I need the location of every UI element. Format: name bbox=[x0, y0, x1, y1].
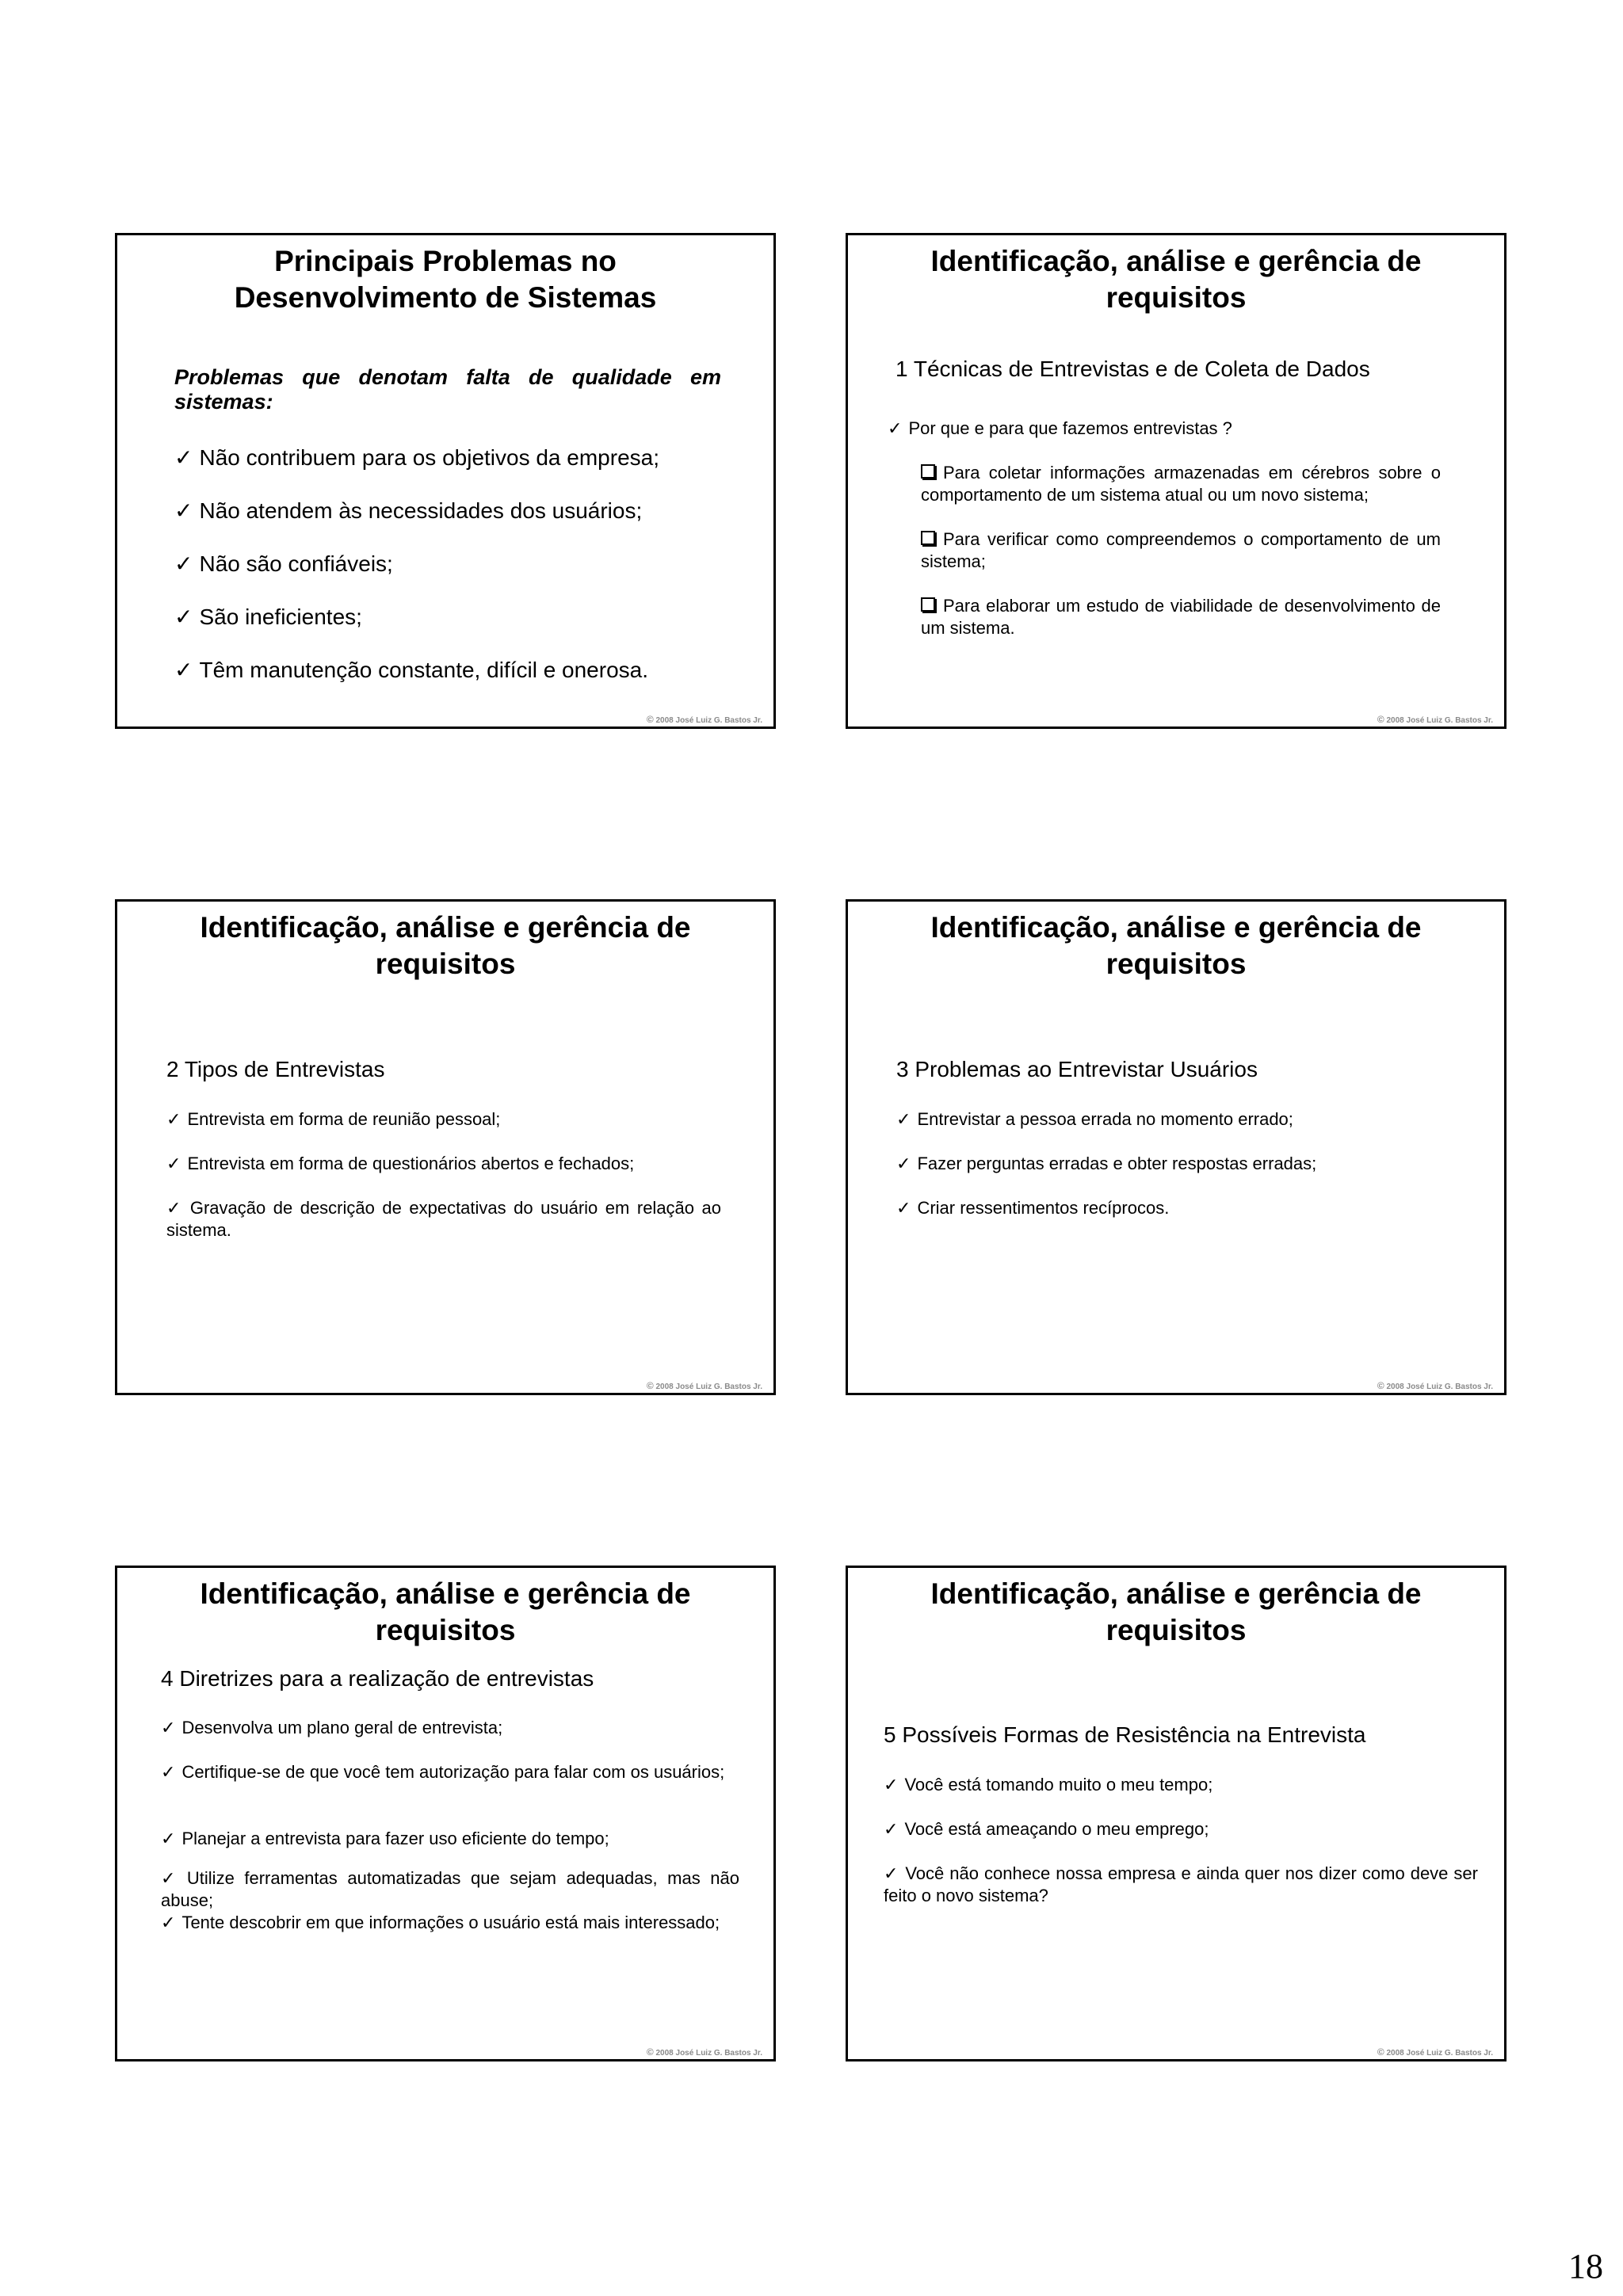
check-icon: ✓ bbox=[161, 1913, 176, 1932]
check-icon: ✓ bbox=[884, 1863, 899, 1883]
check-icon: ✓ bbox=[166, 1154, 181, 1173]
copyright-icon: © bbox=[646, 714, 654, 725]
bullet-item: ✓ Certifique-se de que você tem autorização para falar com os usuários; bbox=[161, 1762, 725, 1782]
checkbox-icon bbox=[921, 531, 935, 545]
check-icon: ✓ bbox=[896, 1109, 911, 1129]
question-item: ✓ Por que e para que fazemos entrevistas ? bbox=[888, 418, 1232, 438]
slide-footer: © 2008 José Luiz G. Bastos Jr. bbox=[646, 714, 762, 725]
slide-3 bbox=[115, 899, 776, 1395]
sub-bullet-item: Para verificar como compreendemos o comportamento de um sistema; bbox=[921, 529, 1441, 571]
slide-subtitle: 3 Problemas ao Entrevistar Usuários bbox=[896, 1057, 1258, 1081]
slide-subtitle: 4 Diretrizes para a realização de entrevistas bbox=[161, 1666, 594, 1691]
bullet-item: ✓ Você está ameaçando o meu emprego; bbox=[884, 1819, 1209, 1839]
check-icon: ✓ bbox=[174, 445, 193, 470]
slide-6 bbox=[846, 1566, 1507, 2061]
bullet-item: ✓ Entrevista em forma de reunião pessoal; bbox=[166, 1109, 501, 1129]
bullet-item: ✓ Gravação de descrição de expectativas do usuário em relação ao sistema. bbox=[166, 1198, 722, 1240]
check-icon: ✓ bbox=[174, 498, 193, 523]
slide-title: Principais Problemas no Desenvolvimento de Sistemas bbox=[234, 245, 657, 314]
slide-subtitle: 2 Tipos de Entrevistas bbox=[166, 1057, 385, 1081]
bullet-item: ✓ Não contribuem para os objetivos da empresa; bbox=[174, 445, 660, 470]
check-icon: ✓ bbox=[161, 1718, 176, 1737]
bullet-item: ✓ Criar ressentimentos recíprocos. bbox=[896, 1198, 1170, 1218]
slide-lead-text: Problemas que denotam falta de qualidade em sistemas: bbox=[174, 365, 721, 414]
slide-2 bbox=[846, 233, 1507, 729]
slide-footer: © 2008 José Luiz G. Bastos Jr. bbox=[1377, 714, 1493, 725]
check-icon: ✓ bbox=[161, 1762, 176, 1782]
slide-1 bbox=[115, 233, 776, 729]
slide-subtitle: 1 Técnicas de Entrevistas e de Coleta de Dados bbox=[896, 357, 1370, 381]
sub-bullet-item: Para elaborar um estudo de viabilidade de desenvolvimento de um sistema. bbox=[921, 596, 1441, 638]
slide-footer: © 2008 José Luiz G. Bastos Jr. bbox=[1377, 2046, 1493, 2058]
copyright-icon: © bbox=[646, 2046, 654, 2058]
check-icon: ✓ bbox=[161, 1868, 181, 1888]
slide-title: Identificação, análise e gerência de requisitos bbox=[930, 911, 1422, 980]
slide-title: Identificação, análise e gerência de requisitos bbox=[200, 1577, 691, 1646]
copyright-icon: © bbox=[1377, 1380, 1384, 1391]
bullet-item: ✓ São ineficientes; bbox=[174, 605, 362, 629]
slide-subtitle: 5 Possíveis Formas de Resistência na Entrevista bbox=[884, 1722, 1366, 1747]
slide-title: Identificação, análise e gerência de requisitos bbox=[930, 245, 1422, 314]
check-icon: ✓ bbox=[174, 605, 193, 629]
bullet-item: ✓ Você não conhece nossa empresa e ainda quer nos dizer como deve ser feito o novo sistema? bbox=[884, 1863, 1478, 1905]
check-icon: ✓ bbox=[166, 1198, 184, 1218]
slide-4 bbox=[846, 899, 1507, 1395]
slide-footer: © 2008 José Luiz G. Bastos Jr. bbox=[646, 2046, 762, 2058]
bullet-item: ✓ Não são confiáveis; bbox=[174, 551, 393, 576]
check-icon: ✓ bbox=[896, 1198, 911, 1218]
bullet-item: ✓ Você está tomando muito o meu tempo; bbox=[884, 1775, 1213, 1794]
bullet-item: ✓ Entrevista em forma de questionários abertos e fechados; bbox=[166, 1154, 635, 1173]
bullet-item: ✓ Planejar a entrevista para fazer uso eficiente do tempo; bbox=[161, 1829, 609, 1848]
check-icon: ✓ bbox=[896, 1154, 911, 1173]
copyright-icon: © bbox=[1377, 714, 1384, 725]
check-icon: ✓ bbox=[884, 1819, 899, 1839]
slide-5 bbox=[115, 1566, 776, 2061]
bullet-item: ✓ Não atendem às necessidades dos usuários; bbox=[174, 498, 643, 523]
slide-title: Identificação, análise e gerência de requisitos bbox=[930, 1577, 1422, 1646]
sub-bullet-item: Para coletar informações armazenadas em cérebros sobre o comportamento de um sistema atual ou um novo sistema; bbox=[921, 463, 1441, 505]
check-icon: ✓ bbox=[888, 418, 903, 438]
check-icon: ✓ bbox=[884, 1775, 899, 1794]
copyright-icon: © bbox=[646, 1380, 654, 1391]
check-icon: ✓ bbox=[174, 658, 193, 682]
check-icon: ✓ bbox=[166, 1109, 181, 1129]
check-icon: ✓ bbox=[174, 551, 193, 576]
slide-footer: © 2008 José Luiz G. Bastos Jr. bbox=[1377, 1380, 1493, 1391]
bullet-item: ✓ Utilize ferramentas automatizadas que sejam adequadas, mas não abuse; bbox=[161, 1868, 739, 1910]
checkbox-icon bbox=[921, 464, 935, 479]
page-number: 18 bbox=[1568, 2247, 1603, 2286]
checkbox-icon bbox=[921, 597, 935, 612]
copyright-icon: © bbox=[1377, 2046, 1384, 2058]
bullet-item: ✓ Desenvolva um plano geral de entrevista; bbox=[161, 1718, 503, 1737]
slide-title: Identificação, análise e gerência de requisitos bbox=[200, 911, 691, 980]
check-icon: ✓ bbox=[161, 1829, 176, 1848]
bullet-item: ✓ Entrevistar a pessoa errada no momento errado; bbox=[896, 1109, 1293, 1129]
slide-footer: © 2008 José Luiz G. Bastos Jr. bbox=[646, 1380, 762, 1391]
bullet-item: ✓ Fazer perguntas erradas e obter respostas erradas; bbox=[896, 1154, 1317, 1173]
bullet-item: ✓ Têm manutenção constante, difícil e onerosa. bbox=[174, 658, 649, 682]
bullet-item: ✓ Tente descobrir em que informações o usuário está mais interessado; bbox=[161, 1913, 720, 1932]
